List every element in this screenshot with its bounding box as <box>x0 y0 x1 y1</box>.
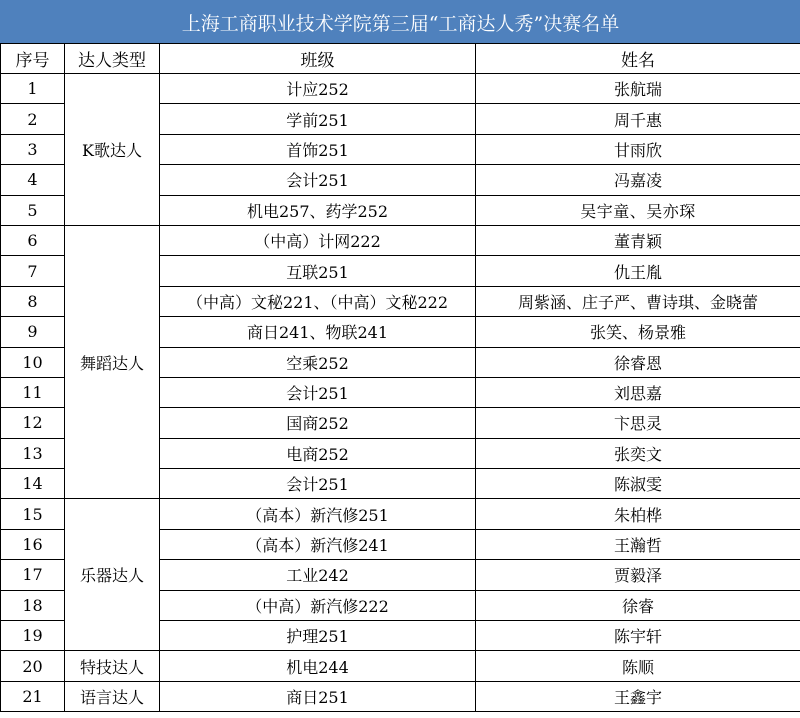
class-cell: （中高）新汽修222 <box>160 590 476 620</box>
name-cell: 冯嘉凌 <box>476 165 800 195</box>
name-cell: 陈顺 <box>476 651 800 681</box>
class-cell: 国商252 <box>160 408 476 438</box>
class-cell: （高本）新汽修241 <box>160 529 476 559</box>
seq-cell: 15 <box>1 499 65 529</box>
seq-cell: 17 <box>1 560 65 590</box>
class-cell: （高本）新汽修251 <box>160 499 476 529</box>
name-cell: 刘思嘉 <box>476 377 800 407</box>
class-cell: 首饰251 <box>160 134 476 164</box>
seq-cell: 9 <box>1 317 65 347</box>
name-cell: 王瀚哲 <box>476 529 800 559</box>
class-cell: （中高）文秘221、（中高）文秘222 <box>160 286 476 316</box>
class-cell: 空乘252 <box>160 347 476 377</box>
category-cell: 特技达人 <box>65 651 160 681</box>
header-name: 姓名 <box>476 44 800 74</box>
seq-cell: 20 <box>1 651 65 681</box>
header-type: 达人类型 <box>65 44 160 74</box>
seq-cell: 4 <box>1 165 65 195</box>
name-cell: 陈淑雯 <box>476 469 800 499</box>
seq-cell: 12 <box>1 408 65 438</box>
category-cell: K歌达人 <box>65 74 160 226</box>
seq-cell: 3 <box>1 134 65 164</box>
class-cell: 互联251 <box>160 256 476 286</box>
name-cell: 仇王胤 <box>476 256 800 286</box>
table-row <box>1 225 800 255</box>
name-cell: 徐睿恩 <box>476 347 800 377</box>
category-cell: 舞蹈达人 <box>65 225 160 499</box>
header-row <box>1 44 800 74</box>
seq-cell: 7 <box>1 256 65 286</box>
seq-cell: 5 <box>1 195 65 225</box>
class-cell: 会计251 <box>160 165 476 195</box>
seq-cell: 18 <box>1 590 65 620</box>
class-cell: 护理251 <box>160 621 476 651</box>
name-cell: 甘雨欣 <box>476 134 800 164</box>
name-cell: 吴宇童、吴亦琛 <box>476 195 800 225</box>
name-cell: 董青颖 <box>476 225 800 255</box>
name-cell: 张笑、杨景雅 <box>476 317 800 347</box>
name-cell: 朱柏桦 <box>476 499 800 529</box>
class-cell: 学前251 <box>160 104 476 134</box>
category-cell: 乐器达人 <box>65 499 160 651</box>
header-class: 班级 <box>160 44 476 74</box>
name-cell: 陈宇轩 <box>476 621 800 651</box>
class-cell: 机电244 <box>160 651 476 681</box>
seq-cell: 6 <box>1 225 65 255</box>
class-cell: 工业242 <box>160 560 476 590</box>
name-cell: 卞思灵 <box>476 408 800 438</box>
class-cell: （中高）计网222 <box>160 225 476 255</box>
seq-cell: 16 <box>1 529 65 559</box>
class-cell: 会计251 <box>160 469 476 499</box>
name-cell: 贾毅泽 <box>476 560 800 590</box>
class-cell: 电商252 <box>160 438 476 468</box>
category-cell: 语言达人 <box>65 681 160 711</box>
class-cell: 商日251 <box>160 681 476 711</box>
name-cell: 周千惠 <box>476 104 800 134</box>
table-row <box>1 651 800 681</box>
seq-cell: 19 <box>1 621 65 651</box>
seq-cell: 8 <box>1 286 65 316</box>
seq-cell: 10 <box>1 347 65 377</box>
class-cell: 商日241、物联241 <box>160 317 476 347</box>
seq-cell: 2 <box>1 104 65 134</box>
class-cell: 计应252 <box>160 74 476 104</box>
table-row <box>1 499 800 529</box>
seq-cell: 14 <box>1 469 65 499</box>
seq-cell: 11 <box>1 377 65 407</box>
header-seq: 序号 <box>1 44 65 74</box>
class-cell: 会计251 <box>160 377 476 407</box>
name-cell: 张航瑞 <box>476 74 800 104</box>
table-row <box>1 681 800 711</box>
name-cell: 王鑫宇 <box>476 681 800 711</box>
seq-cell: 1 <box>1 74 65 104</box>
table-row <box>1 74 800 104</box>
sheet-title: 上海工商职业技术学院第三届“工商达人秀”决赛名单 <box>1 1 800 44</box>
name-cell: 周紫涵、庄子严、曹诗琪、金晓蕾 <box>476 286 800 316</box>
name-cell: 张奕文 <box>476 438 800 468</box>
name-cell: 徐睿 <box>476 590 800 620</box>
seq-cell: 21 <box>1 681 65 711</box>
seq-cell: 13 <box>1 438 65 468</box>
class-cell: 机电257、药学252 <box>160 195 476 225</box>
